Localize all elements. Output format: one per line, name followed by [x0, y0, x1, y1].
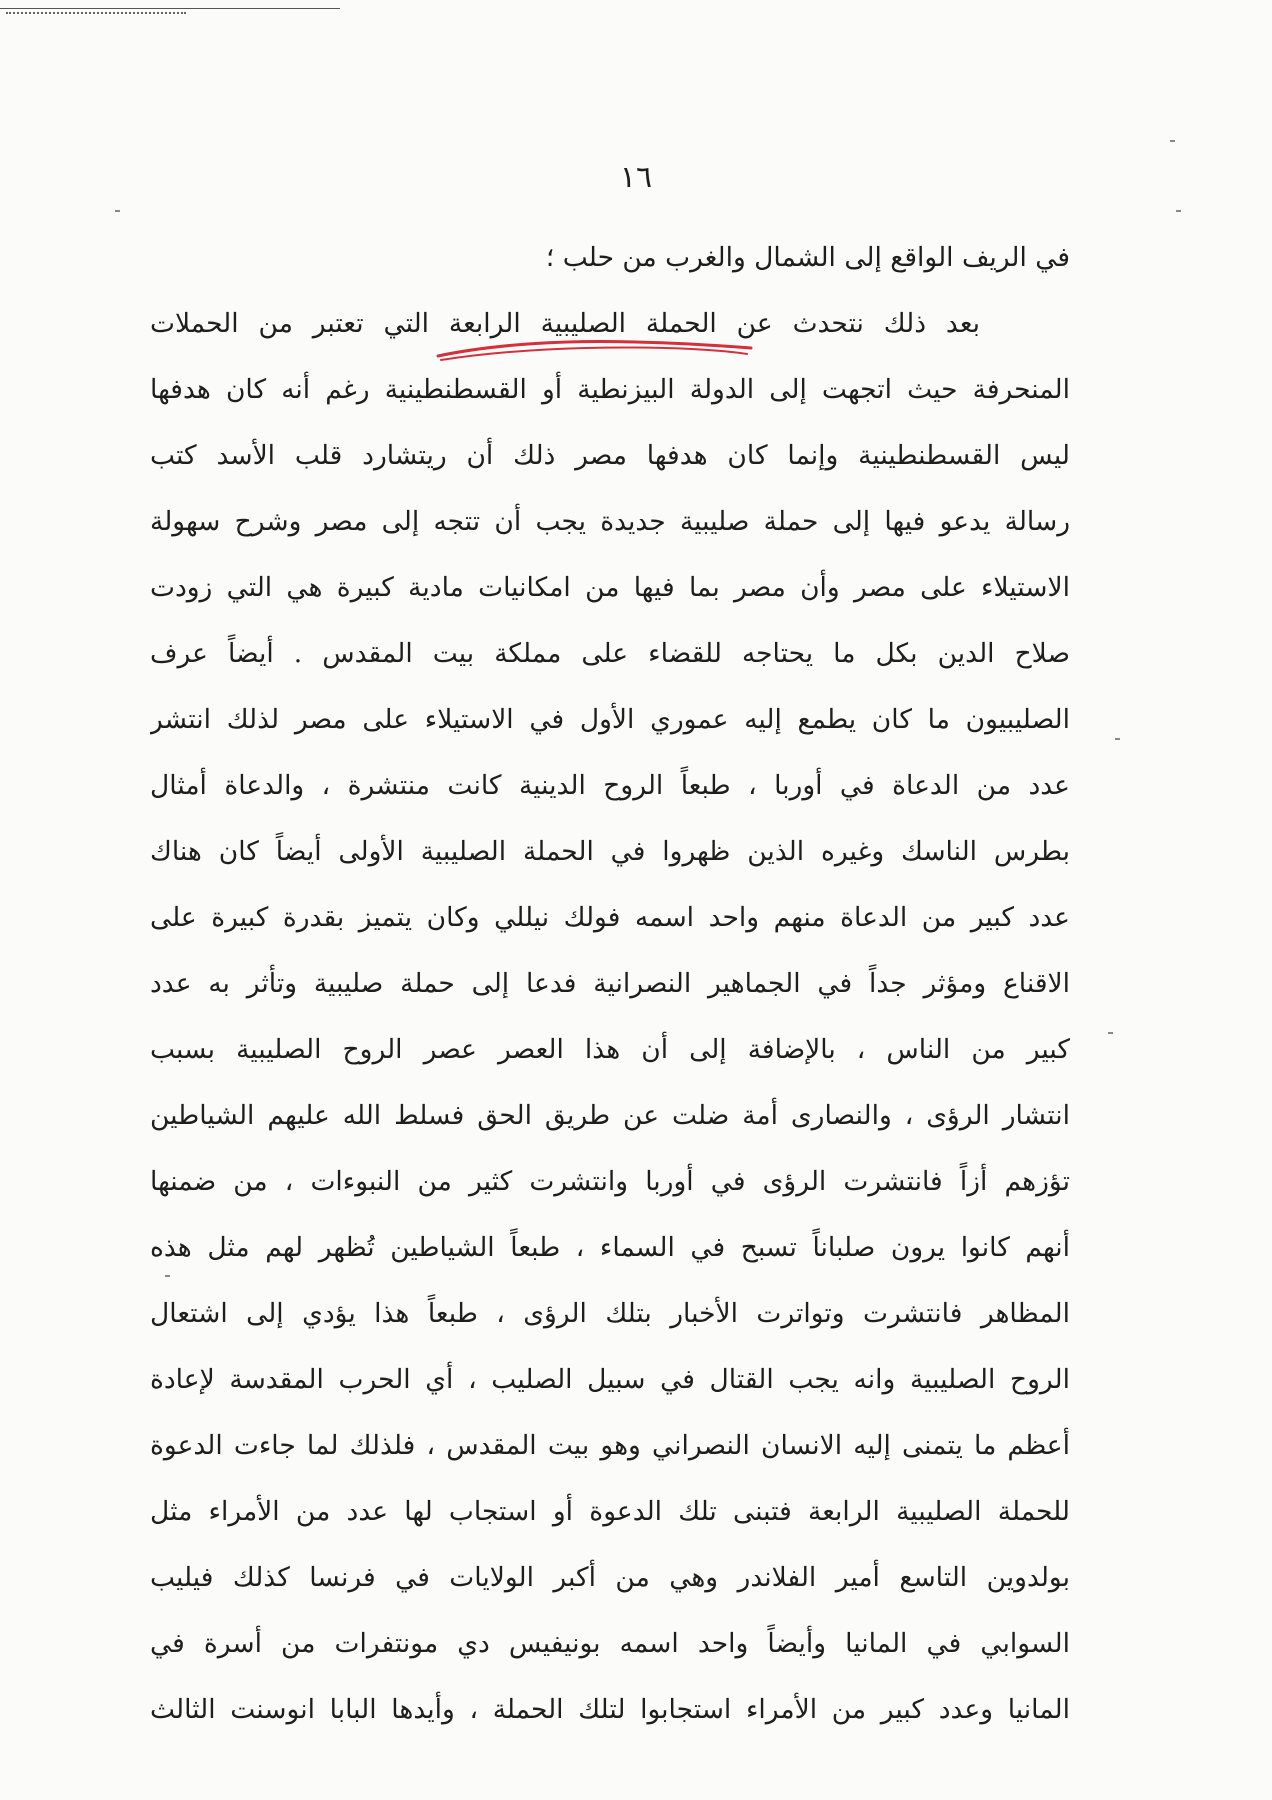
text-line: عدد من الدعاة في أوربا ، طبعاً الروح الدينية كانت منتشرة ، والدعاة أمثال [150, 770, 1070, 801]
scan-speck [165, 1275, 170, 1277]
text-line: المانيا وعدد كبير من الأمراء استجابوا لتلك الحملة ، وأيدها البابا انوسنت الثالث [150, 1694, 1070, 1725]
text-line: رسالة يدعو فيها إلى حملة صليبية جديدة يجب أن تتجه إلى مصر وشرح سهولة [150, 506, 1070, 537]
text-line: المظاهر فانتشرت وتواترت الأخبار بتلك الرؤى ، طبعاً هذا يؤدي إلى اشتعال [150, 1298, 1070, 1329]
text-line: عدد كبير من الدعاة منهم واحد اسمه فولك نيللي وكان يتميز بقدرة كبيرة على [150, 902, 1070, 933]
text-line: أنهم كانوا يرون صلباناً تسبح في السماء ، طبعاً الشياطين تُظهر لهم مثل هذه [150, 1232, 1070, 1263]
text-line: للحملة الصليبية الرابعة فتبنى تلك الدعوة أو استجاب لها عدد من الأمراء مثل [150, 1496, 1070, 1527]
text-line: بطرس الناسك وغيره الذين ظهروا في الحملة الصليبية الأولى أيضاً كان هناك [150, 836, 1070, 867]
text-line: كبير من الناس ، بالإضافة إلى أن هذا العصر عصر الروح الصليبية بسبب [150, 1034, 1070, 1065]
text-line: صلاح الدين بكل ما يحتاجه للقضاء على مملكة بيت المقدس . أيضاً عرف [150, 638, 1070, 669]
text-line: تؤزهم أزاً فانتشرت الرؤى في أوربا وانتشرت كثير من النبوءات ، من ضمنها [150, 1166, 1070, 1197]
scan-speck [1108, 1032, 1113, 1034]
body-text [150, 225, 1070, 1743]
scan-speck [1170, 140, 1175, 142]
scan-speck [1115, 738, 1120, 740]
text-line: بعد ذلك نتحدث عن الحملة الصليبية الرابعة التي تعتبر من الحملات [150, 308, 980, 339]
text-line: بولدوين التاسع أمير الفلاندر وهي من أكبر الولايات في فرنسا كذلك فيليب [150, 1562, 1070, 1593]
text-line: الروح الصليبية وانه يجب القتال في سبيل الصليب ، أي الحرب المقدسة لإعادة [150, 1364, 1070, 1395]
text-line: الاستيلاء على مصر وأن مصر بما فيها من امكانيات مادية كبيرة هي التي زودت [150, 572, 1070, 603]
scan-speck [115, 210, 120, 212]
text-line: انتشار الرؤى ، والنصارى أمة ضلت عن طريق الحق فسلط الله عليهم الشياطين [150, 1100, 1070, 1131]
text-line: ليس القسطنطينية وإنما كان هدفها مصر ذلك أن ريتشارد قلب الأسد كتب [150, 440, 1070, 471]
text-line: في الريف الواقع إلى الشمال والغرب من حلب ؛ [545, 242, 1070, 273]
top-edge-dotted-rule [6, 12, 186, 14]
scan-speck [1176, 210, 1181, 212]
text-line: أعظم ما يتمنى إليه الانسان النصراني وهو بيت المقدس ، فلذلك لما جاءت الدعوة [150, 1430, 1070, 1461]
text-line: السوابي في المانيا وأيضاً واحد اسمه بونيفيس دي مونتفرات من أسرة في [150, 1628, 1070, 1659]
page-number: ١٦ [619, 160, 653, 195]
top-edge-rule [0, 8, 340, 9]
text-line: الصليبيون ما كان يطمع إليه عموري الأول في الاستيلاء على مصر لذلك انتشر [150, 704, 1070, 735]
text-line: الاقناع ومؤثر جداً في الجماهير النصرانية فدعا إلى حملة صليبية وتأثر به عدد [150, 968, 1070, 999]
text-line: المنحرفة حيث اتجهت إلى الدولة البيزنطية أو القسطنطينية رغم أنه كان هدفها [150, 374, 1070, 405]
